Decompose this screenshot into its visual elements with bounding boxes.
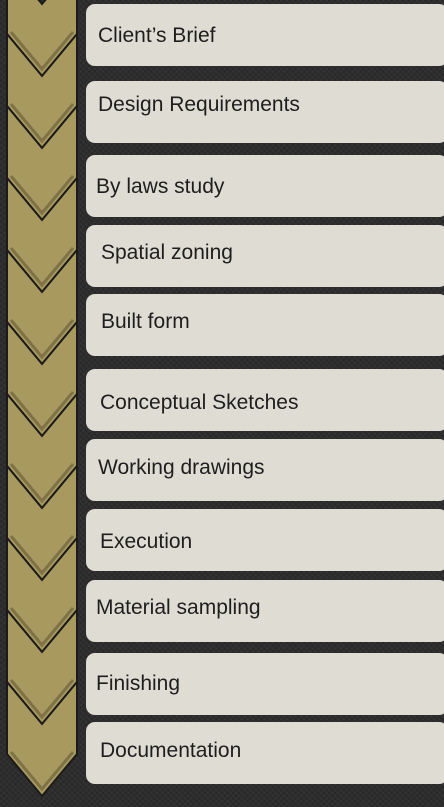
step-box-by-laws-study <box>86 155 444 217</box>
step-box-documentation <box>86 722 444 784</box>
step-label: Conceptual Sketches <box>100 391 299 414</box>
step-label: Built form <box>101 310 190 333</box>
step-box-conceptual-sketches <box>86 369 444 431</box>
step-box-execution <box>86 509 444 571</box>
step-box-finishing <box>86 653 444 715</box>
step-label: Material sampling <box>96 596 261 619</box>
step-label: Working drawings <box>98 456 265 479</box>
step-box-built-form <box>86 294 444 356</box>
step-box-working-drawings <box>86 439 444 501</box>
step-box-material-sampling <box>86 580 444 642</box>
step-label: By laws study <box>96 175 225 198</box>
step-label: Spatial zoning <box>101 241 233 264</box>
step-label: Finishing <box>96 672 181 695</box>
step-label: Design Requirements <box>98 93 300 116</box>
step-label: Client’s Brief <box>98 24 216 47</box>
step-box-client-brief <box>86 4 444 66</box>
step-label: Documentation <box>100 739 242 762</box>
step-label: Execution <box>100 530 193 553</box>
step-box-design-requirements <box>86 81 444 143</box>
chevron-column <box>0 0 80 807</box>
step-box-spatial-zoning <box>86 225 444 287</box>
